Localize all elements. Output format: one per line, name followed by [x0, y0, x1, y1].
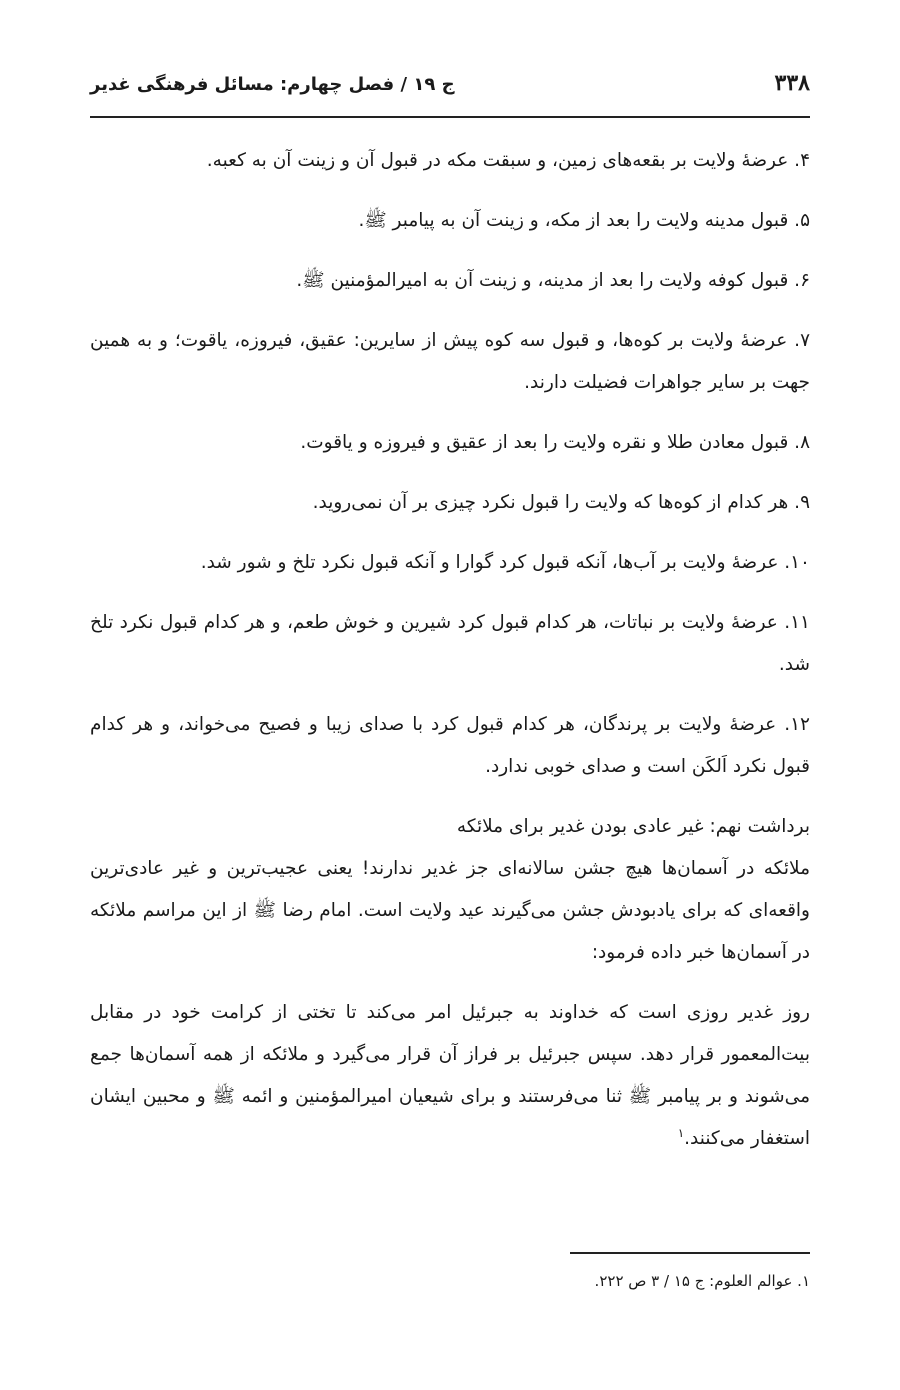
- section-heading: برداشت نهم: غیر عادی بودن غدیر برای ملائکه: [456, 816, 810, 837]
- footnote-marker: ۱: [677, 1125, 685, 1140]
- list-item: ۴. عرضۀ ولایت بر بقعه‌های زمین، و سبقت مکه در قبول آن و زینت آن به کعبه.: [206, 150, 810, 171]
- list-item: ۷. عرضۀ ولایت بر کوه‌ها، و قبول سه کوه پیش از سایرین: عقیق، فیروزه، یاقوت؛ و به همین جهت بر سایر جواهرات فضیلت دارند.: [90, 330, 810, 393]
- running-head: ج ۱۹ / فصل چهارم: مسائل فرهنگی غدیر: [90, 74, 455, 95]
- page-header: [90, 70, 810, 110]
- list-item: ۱۰. عرضۀ ولایت بر آب‌ها، آنکه قبول کرد گوارا و آنکه قبول نکرد تلخ و شور شد.: [200, 552, 810, 573]
- list-item: ۹. هر کدام از کوه‌ها که ولایت را قبول نکرد چیزی بر آن نمی‌روید.: [312, 492, 810, 513]
- section-paragraph: ملائکه در آسمان‌ها هیچ جشن سالانه‌ای جز غدیر ندارند! یعنی عجیب‌ترین و غیر عادی‌ترین واقعه‌ای که برای یادبودش جشن می‌گیرند عید ولایت است. امام رضا ﷺ از این مراسم ملائکه در آسمان‌ها خبر داده فرمود:: [90, 858, 810, 963]
- list-item: ۶. قبول کوفه ولایت را بعد از مدینه، و زینت آن به امیرالمؤمنین ﷺ.: [296, 270, 810, 291]
- list-item: ۱۲. عرضۀ ولایت بر پرندگان، هر کدام قبول کرد با صدای زیبا و فصیح می‌خواند، و هر کدام قبول نکرد اَلکَن است و صدای خوبی ندارد.: [90, 714, 810, 777]
- book-page: [90, 0, 810, 1390]
- footnote: ۱. عوالم العلوم: ج ۱۵ / ۳ ص ۲۲۲.: [594, 1272, 810, 1290]
- page-number: ۳۳۸: [774, 70, 810, 96]
- list-item: ۸. قبول معادن طلا و نقره ولایت را بعد از عقیق و فیروزه و یاقوت.: [300, 432, 810, 453]
- footnote-divider: [570, 1252, 810, 1254]
- list-item: ۱۱. عرضۀ ولایت بر نباتات، هر کدام قبول کرد شیرین و خوش طعم، و هر کدام قبول نکرد تلخ شد.: [90, 612, 810, 675]
- list-item: ۵. قبول مدینه ولایت را بعد از مکه، و زینت آن به پیامبر ﷺ.: [358, 210, 810, 231]
- hadith-quote-text: روز غدیر روزی است که خداوند به جبرئیل امر می‌کند تا تختی از کرامت خود در مقابل بیت‌المعمور قرار دهد. سپس جبرئیل بر فراز آن قرار می‌گیرد و ملائکه از همه آسمان‌ها جمع می‌شوند و بر پیامبر ﷺ ثنا می‌فرستند و برای شیعیان امیرالمؤمنین و ائمه ﷺ و محبین ایشان استغفار می‌کنند.: [90, 1002, 810, 1149]
- header-divider: [90, 116, 810, 118]
- hadith-quote: [90, 992, 810, 1160]
- page-body: [90, 140, 810, 1178]
